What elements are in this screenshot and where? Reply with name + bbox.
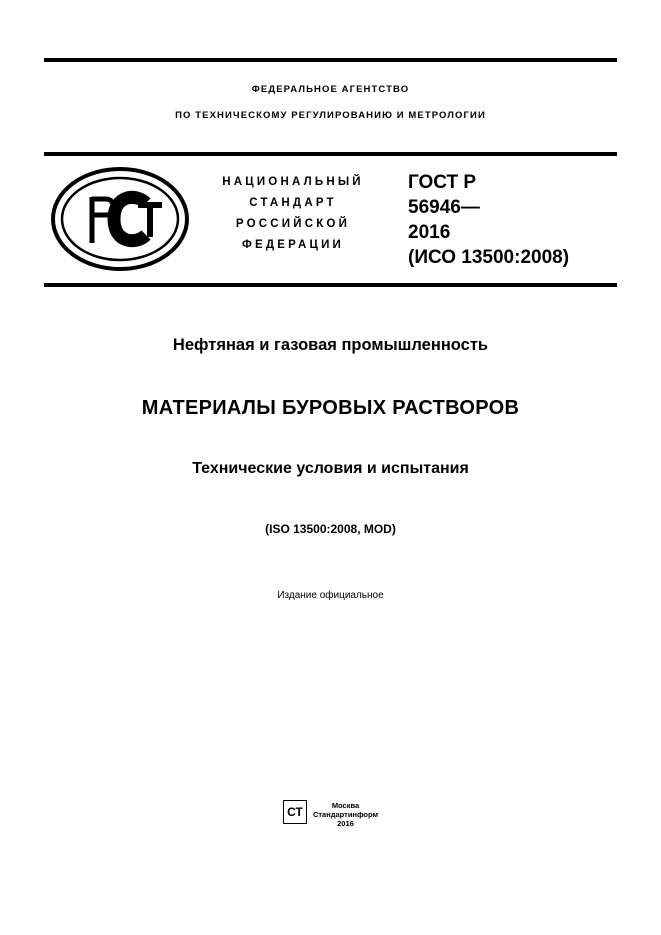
gost-number: 56946— — [408, 197, 480, 218]
rst-emblem-icon — [50, 165, 190, 273]
sector-title: Нефтяная и газовая промышленность — [172, 336, 489, 354]
publisher-text — [313, 800, 378, 828]
page-title: МАТЕРИАЛЫ БУРОВЫХ РАСТВОРОВ — [141, 397, 520, 419]
publisher-year: 2016 — [337, 819, 354, 828]
publisher-name: Стандартинформ — [312, 810, 379, 819]
standard-word-3: РОССИЙСКОЙ — [235, 218, 351, 230]
divider-top — [44, 58, 617, 62]
divider-bottom — [44, 283, 617, 287]
publisher-logo-icon: СТ — [283, 800, 307, 824]
divider-middle — [44, 152, 617, 156]
standard-word-4: ФЕДЕРАЦИИ — [241, 239, 345, 251]
title-block — [0, 336, 661, 536]
gost-year: 2016 — [408, 222, 451, 243]
standard-word-1: НАЦИОНАЛЬНЫЙ — [222, 176, 364, 188]
publisher-block — [0, 800, 661, 828]
gost-number-block — [408, 170, 618, 270]
official-edition-note: Издание официальное — [277, 590, 384, 601]
agency-line-1: ФЕДЕРАЛЬНОЕ АГЕНТСТВО — [251, 84, 410, 95]
subtitle: Технические условия и испытания — [192, 460, 469, 477]
gost-prefix: ГОСТ Р — [408, 172, 477, 193]
agency-header — [0, 84, 661, 121]
iso-modification-note: (ISO 13500:2008, MOD) — [265, 522, 396, 536]
gost-iso-reference: (ИСО 13500:2008) — [408, 247, 570, 268]
standard-words-block — [196, 172, 390, 256]
agency-line-2: ПО ТЕХНИЧЕСКОМУ РЕГУЛИРОВАНИЮ И МЕТРОЛОГИИ — [175, 110, 486, 121]
publisher-city: Москва — [331, 801, 360, 810]
standard-word-2: СТАНДАРТ — [249, 197, 337, 209]
